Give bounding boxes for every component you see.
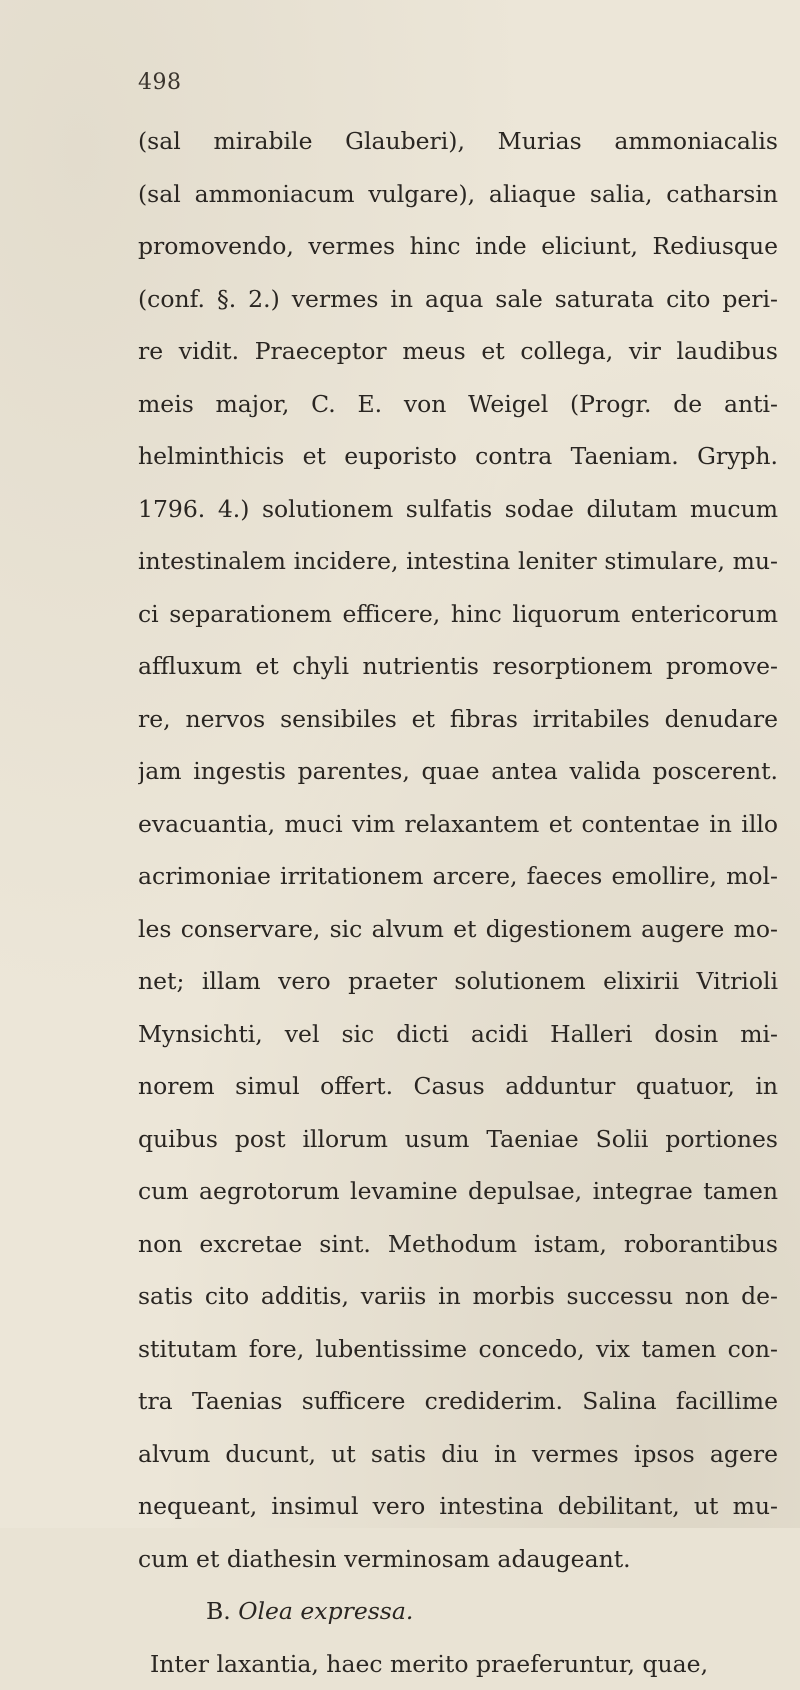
text-line: intestinalem incidere, intestina leniter stimulare, mu- — [138, 535, 778, 588]
text-line: promovendo, vermes hinc inde eliciunt, Rediusque — [138, 220, 778, 273]
text-line: 1796. 4.) solutionem sulfatis sodae dilutam mucum — [138, 483, 778, 536]
text-line: les conservare, sic alvum et digestionem augere mo- — [138, 903, 778, 956]
text-line: cum et diathesin verminosam adaugeant. — [138, 1533, 778, 1586]
text-line: affluxum et chyli nutrientis resorptionem promove- — [138, 640, 778, 693]
text-line: cum aegrotorum levamine depulsae, integrae tamen — [138, 1165, 778, 1218]
text-line: alvum ducunt, ut satis diu in vermes ipsos agere — [138, 1428, 778, 1481]
text-line: nequeant, insimul vero intestina debilitant, ut mu- — [138, 1480, 778, 1533]
text-line: meis major, C. E. von Weigel (Progr. de anti- — [138, 378, 778, 431]
text-line: re vidit. Praeceptor meus et collega, vir laudibus — [138, 325, 778, 378]
text-line: satis cito additis, variis in morbis successu non de- — [138, 1270, 778, 1323]
text-line: re, nervos sensibiles et fibras irritabiles denudare — [138, 693, 778, 746]
section-label: B. — [206, 1597, 231, 1625]
text-line: stitutam fore, lubentissime concedo, vix tamen con- — [138, 1323, 778, 1376]
page-number: 498 — [138, 70, 182, 95]
text-line: non excretae sint. Methodum istam, roborantibus — [138, 1218, 778, 1271]
text-line: evacuantia, muci vim relaxantem et contentae in illo — [138, 798, 778, 851]
body-text — [138, 115, 778, 1690]
text-line: tra Taenias sufficere crediderim. Salina facillime — [138, 1375, 778, 1428]
text-line: helminthicis et euporisto contra Taeniam. Gryph. — [138, 430, 778, 483]
section-title: Olea expressa. — [238, 1597, 413, 1625]
text-line: net; illam vero praeter solutionem elixirii Vitrioli — [138, 955, 778, 1008]
text-line: ci separationem efficere, hinc liquorum entericorum — [138, 588, 778, 641]
text-line: acrimoniae irritationem arcere, faeces emollire, mol- — [138, 850, 778, 903]
text-line: jam ingestis parentes, quae antea valida poscerent. — [138, 745, 778, 798]
text-line: (sal mirabile Glauberi), Murias ammoniacalis — [138, 115, 778, 168]
text-line: quibus post illorum usum Taeniae Solii portiones — [138, 1113, 778, 1166]
text-line: Mynsichti, vel sic dicti acidi Halleri dosin mi- — [138, 1008, 778, 1061]
text-line: (sal ammoniacum vulgare), aliaque salia, catharsin — [138, 168, 778, 221]
text-line: (conf. §. 2.) vermes in aqua sale saturata cito peri- — [138, 273, 778, 326]
text-line-final: Inter laxantia, haec merito praeferuntur, quae, — [138, 1638, 778, 1690]
section-heading — [138, 1585, 778, 1638]
text-line: norem simul offert. Casus adduntur quatuor, in — [138, 1060, 778, 1113]
